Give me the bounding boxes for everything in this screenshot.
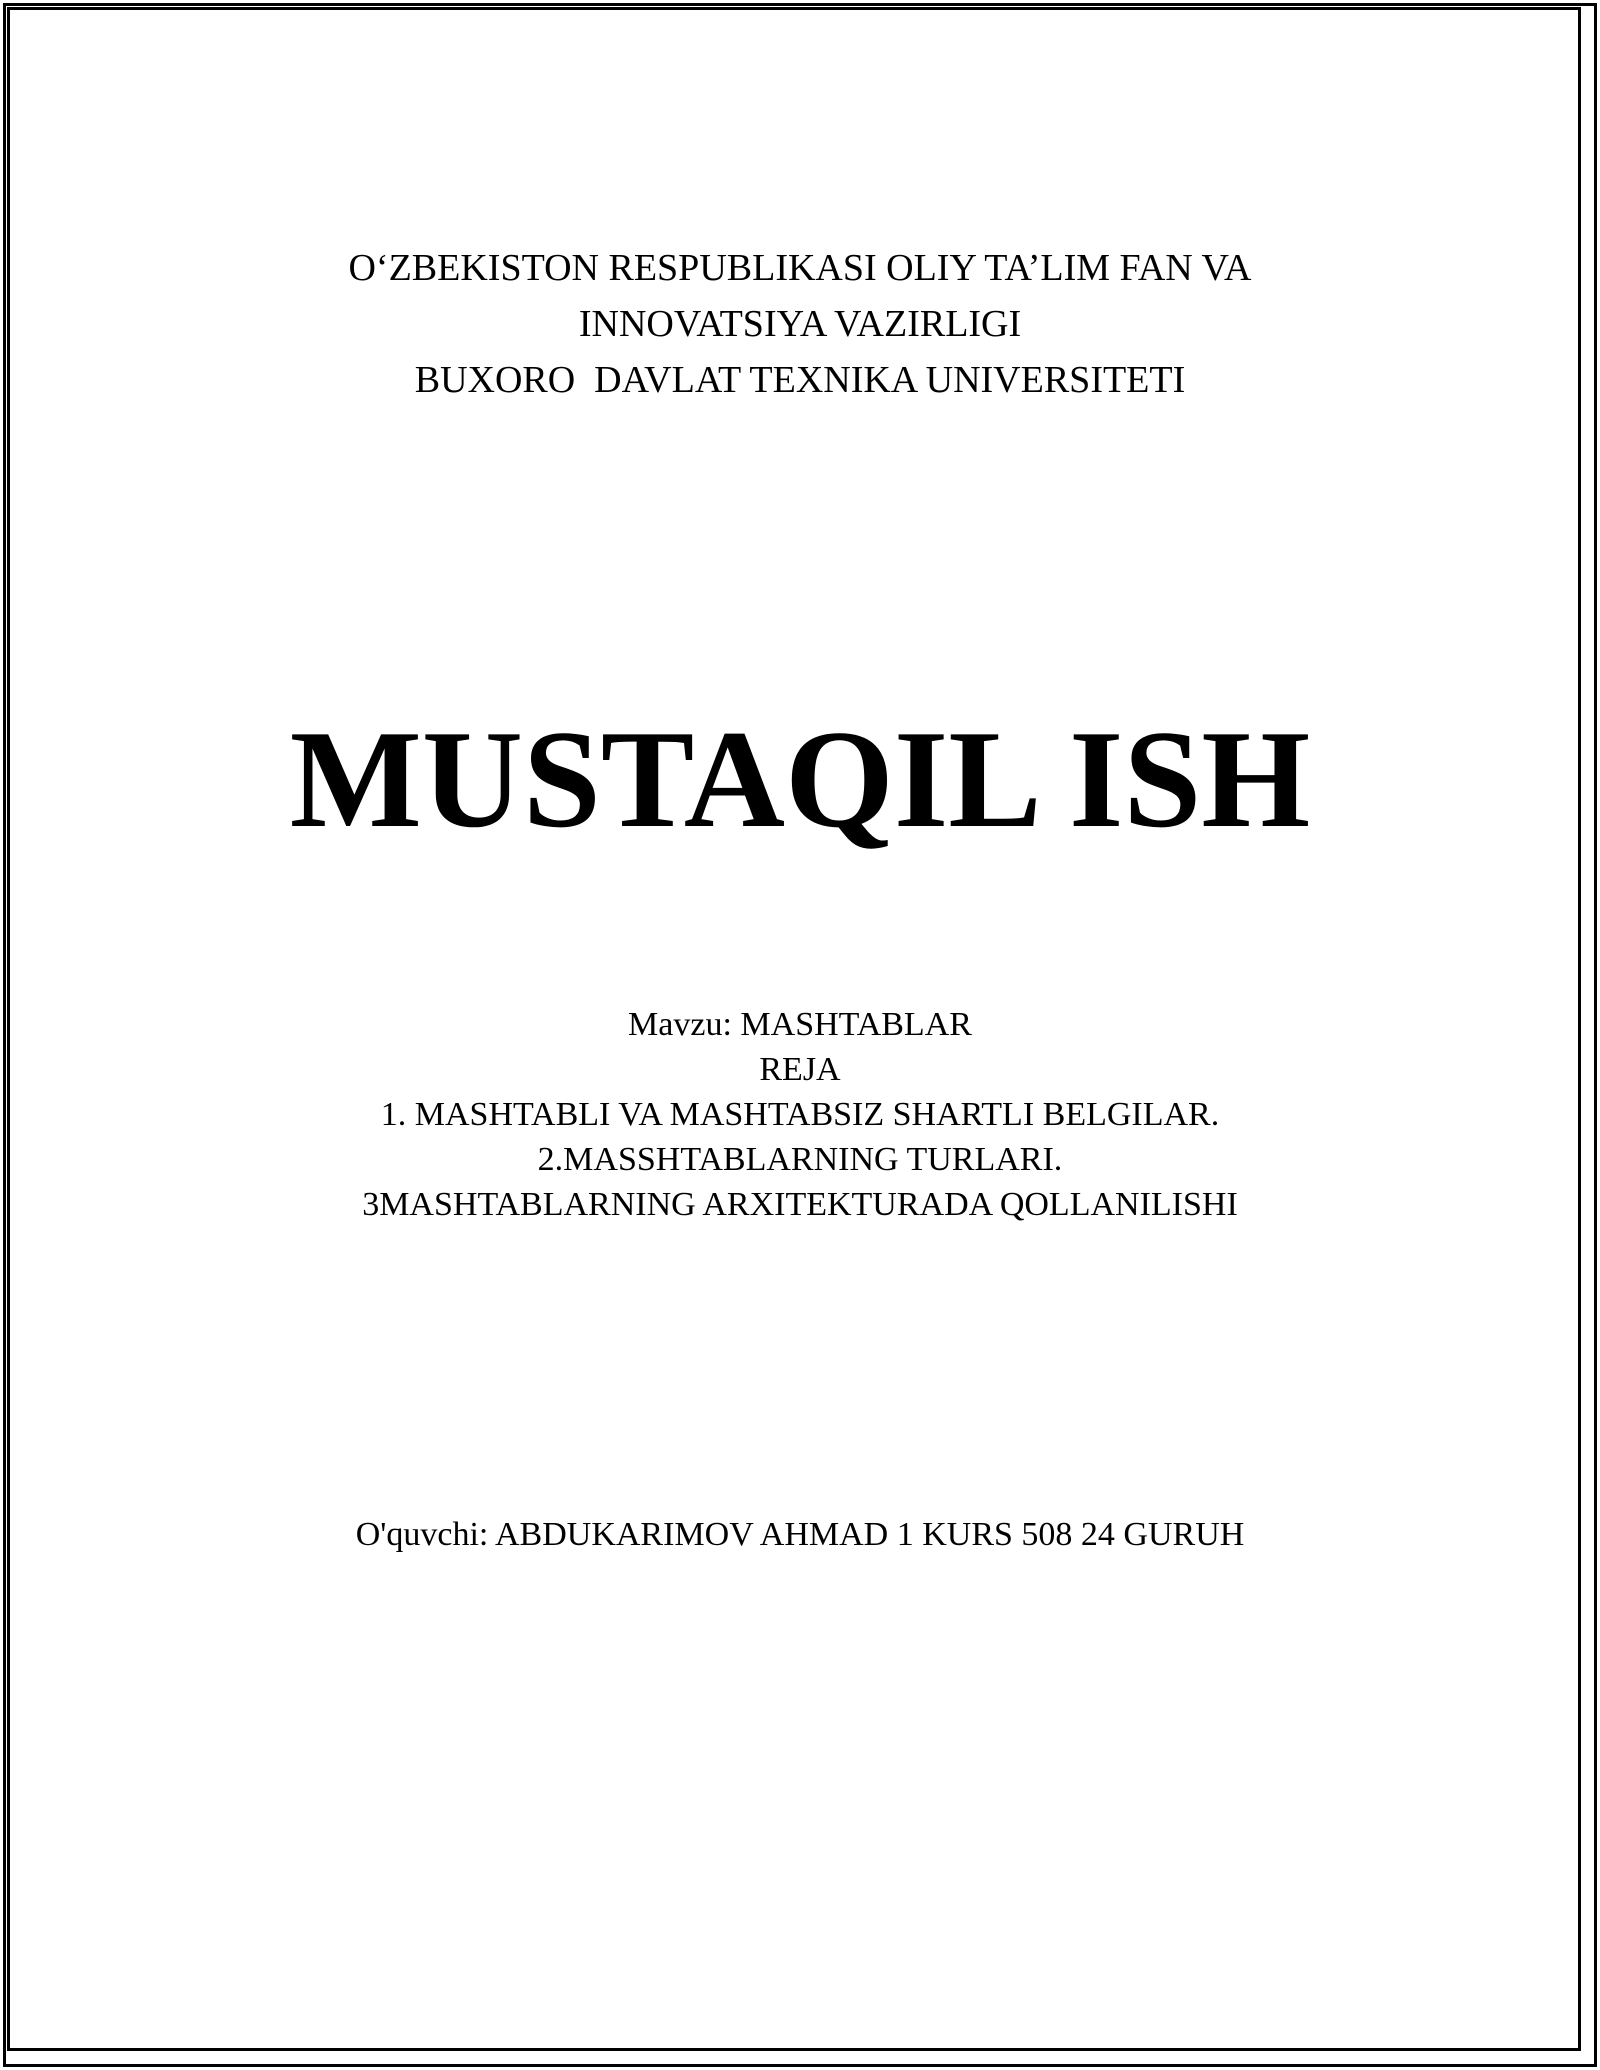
document-title: MUSTAQIL ISH <box>289 702 1311 857</box>
plan-item-3: 3MASHTABLARNING ARXITEKTURADA QOLLANILISHI <box>362 1186 1238 1223</box>
topic-section <box>0 1002 1600 1227</box>
student-info: O'quvchi: ABDUKARIMOV AHMAD 1 KURS 508 24 GURUH <box>355 1516 1245 1553</box>
plan-item-1: 1. MASHTABLI VA MASHTABSIZ SHARTLI BELGILAR. <box>380 1096 1220 1133</box>
ministry-line-2: INNOVATSIYA VAZIRLIGI <box>578 303 1022 345</box>
topic-subject: Mavzu: MASHTABLAR <box>628 1006 972 1043</box>
plan-heading: REJA <box>759 1051 841 1088</box>
university-name: BUXORO DAVLAT TEXNIKA UNIVERSITETI <box>414 359 1186 401</box>
institution-header <box>0 240 1600 408</box>
ministry-line-1: O‘ZBEKISTON RESPUBLIKASI OLIY TA’LIM FAN VA <box>348 247 1252 289</box>
plan-item-2: 2.MASSHTABLARNING TURLARI. <box>537 1141 1063 1178</box>
